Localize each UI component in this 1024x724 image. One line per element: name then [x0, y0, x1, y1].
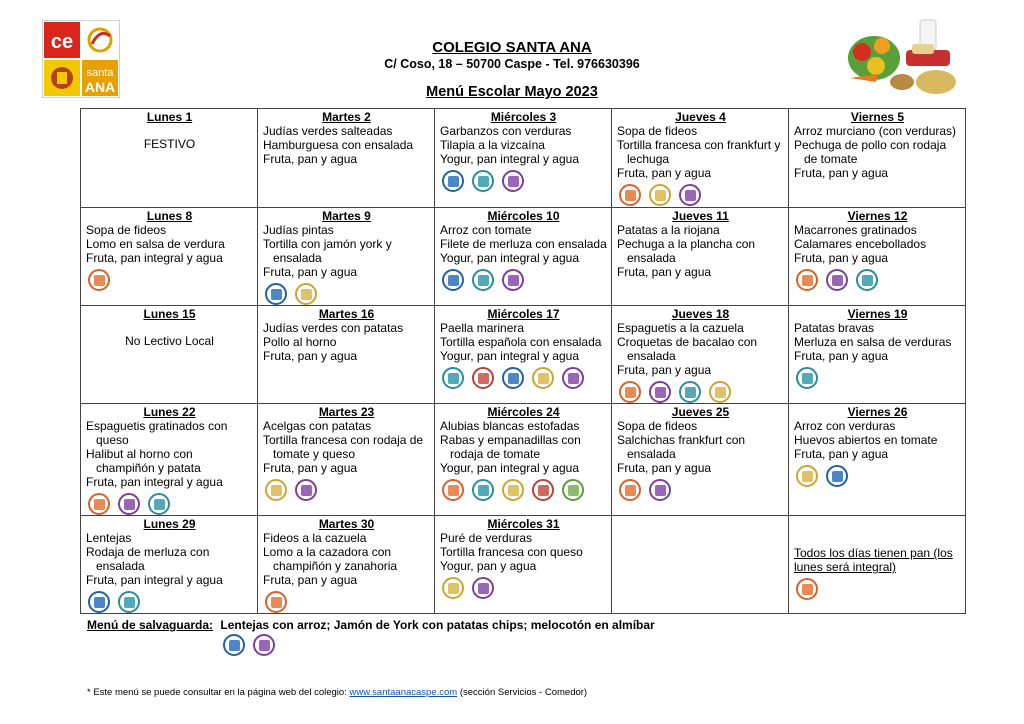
- allergen-icons: [440, 269, 607, 291]
- day-cell: [612, 404, 789, 516]
- dish-line: Lentejas: [86, 531, 132, 545]
- teal-allergen-icon: [856, 269, 878, 291]
- orange-allergen-icon: [619, 381, 641, 403]
- menu-title: Menú Escolar Mayo 2023: [426, 84, 598, 100]
- dish-line: Fruta, pan y agua: [794, 447, 889, 461]
- teal-allergen-icon: [796, 367, 818, 389]
- dish-line: Fruta, pan y agua: [794, 251, 889, 265]
- dish-line: Fruta, pan integral y agua: [86, 475, 223, 489]
- week-row: [81, 516, 966, 614]
- orange-allergen-icon: [265, 591, 287, 613]
- dish-line: Yogur, pan y agua: [440, 559, 537, 573]
- dish-line: Sopa de fideos: [86, 223, 167, 237]
- dish-line: Paella marinera: [440, 321, 525, 335]
- day-cell: [612, 109, 789, 208]
- allergen-icons: [794, 367, 961, 389]
- allergen-icons: [440, 577, 607, 599]
- day-heading: Lunes 8: [146, 209, 193, 223]
- day-heading: Miércoles 31: [487, 517, 560, 531]
- dish-line: Tortilla francesa con rodaja de tomate y queso: [263, 433, 424, 461]
- day-heading: Lunes 22: [143, 405, 196, 419]
- dish-line: Fruta, pan y agua: [617, 363, 712, 377]
- day-heading: Martes 30: [318, 517, 375, 531]
- orange-allergen-icon: [619, 184, 641, 206]
- dish-line: Fruta, pan y agua: [263, 152, 358, 166]
- purple-allergen-icon: [649, 381, 671, 403]
- safeguard-icons: [223, 634, 275, 656]
- dish-line: Judías verdes salteadas: [263, 124, 393, 138]
- day-cell: [789, 404, 966, 516]
- dish-line: Fruta, pan y agua: [617, 265, 712, 279]
- blue-allergen-icon: [223, 634, 245, 656]
- allergen-icons: [617, 184, 784, 206]
- orange-allergen-icon: [796, 269, 818, 291]
- yellow-allergen-icon: [532, 367, 554, 389]
- day-heading: Miércoles 10: [487, 209, 560, 223]
- allergen-icons: [794, 578, 961, 600]
- yellow-allergen-icon: [502, 479, 524, 501]
- dish-line: Hamburguesa con ensalada: [263, 138, 414, 152]
- day-cell: [258, 306, 435, 404]
- green-allergen-icon: [562, 479, 584, 501]
- dish-line: Acelgas con patatas: [263, 419, 372, 433]
- yellow-allergen-icon: [709, 381, 731, 403]
- safeguard-menu: [87, 618, 655, 632]
- day-heading: Jueves 4: [675, 110, 726, 124]
- dish-line: Tortilla española con ensalada: [440, 335, 602, 349]
- dish-line: Yogur, pan integral y agua: [440, 152, 580, 166]
- day-heading: Miércoles 17: [487, 307, 560, 321]
- allergen-icons: [86, 269, 253, 291]
- red-allergen-icon: [472, 367, 494, 389]
- day-cell: [435, 306, 612, 404]
- allergen-icons: [263, 479, 430, 501]
- day-heading: Lunes 15: [143, 307, 196, 321]
- day-heading: Lunes 1: [146, 110, 193, 124]
- school-name: COLEGIO SANTA ANA: [432, 39, 592, 56]
- day-heading: Martes 2: [322, 110, 371, 124]
- dish-line: Fruta, pan y agua: [617, 166, 712, 180]
- purple-allergen-icon: [295, 479, 317, 501]
- red-allergen-icon: [532, 479, 554, 501]
- day-cell: [258, 208, 435, 306]
- day-heading: Viernes 19: [847, 307, 908, 321]
- yellow-allergen-icon: [649, 184, 671, 206]
- blue-allergen-icon: [502, 367, 524, 389]
- day-cell: [789, 208, 966, 306]
- week-row: [81, 404, 966, 516]
- blue-allergen-icon: [826, 465, 848, 487]
- day-heading: Viernes 5: [850, 110, 905, 124]
- dish-line: Fruta, pan y agua: [263, 461, 358, 475]
- dish-line: Puré de verduras: [440, 531, 533, 545]
- yellow-allergen-icon: [442, 577, 464, 599]
- dish-line: Garbanzos con verduras: [440, 124, 572, 138]
- day-cell: [435, 516, 612, 614]
- day-cell: [258, 404, 435, 516]
- teal-allergen-icon: [679, 381, 701, 403]
- yellow-allergen-icon: [796, 465, 818, 487]
- dish-line: Tortilla francesa con frankfurt y lechuga: [617, 138, 781, 166]
- purple-allergen-icon: [118, 493, 140, 515]
- logo-ana-text: ANA: [84, 79, 116, 95]
- footnote: [87, 687, 587, 698]
- day-cell: [81, 404, 258, 516]
- purple-allergen-icon: [679, 184, 701, 206]
- dish-line: Filete de merluza con ensalada: [440, 237, 607, 251]
- day-cell: [612, 516, 789, 614]
- day-cell: [789, 306, 966, 404]
- day-heading: Martes 9: [322, 209, 371, 223]
- orange-allergen-icon: [619, 479, 641, 501]
- dish-line: Lomo a la cazadora con champiñón y zanahoria: [263, 545, 398, 573]
- teal-allergen-icon: [442, 367, 464, 389]
- logo-santa-text: santa: [86, 67, 114, 79]
- dish-line: Fruta, pan y agua: [263, 573, 358, 587]
- purple-allergen-icon: [502, 170, 524, 192]
- dish-line: Tortilla con jamón york y ensalada: [263, 237, 392, 265]
- day-cell: [81, 306, 258, 404]
- day-heading: Miércoles 24: [487, 405, 560, 419]
- footnote-prefix: * Este menú se puede consultar en la página web del colegio:: [87, 687, 347, 698]
- blue-allergen-icon: [442, 269, 464, 291]
- dish-line: Pechuga a la plancha con ensalada: [617, 237, 756, 265]
- safeguard-text: Lentejas con arroz; Jamón de York con patatas chips; melocotón en almíbar: [220, 618, 655, 632]
- orange-allergen-icon: [442, 479, 464, 501]
- purple-allergen-icon: [562, 367, 584, 389]
- allergen-icons: [263, 591, 430, 613]
- menu-table: [80, 108, 966, 614]
- purple-allergen-icon: [253, 634, 275, 656]
- day-heading: Jueves 18: [671, 307, 730, 321]
- orange-allergen-icon: [796, 578, 818, 600]
- dish-line: Fruta, pan y agua: [263, 349, 358, 363]
- dish-line: Sopa de fideos: [617, 124, 698, 138]
- allergen-icons: [440, 367, 607, 389]
- dish-line: Fruta, pan y agua: [263, 265, 358, 279]
- purple-allergen-icon: [649, 479, 671, 501]
- day-cell: [612, 306, 789, 404]
- dish-line: Yogur, pan integral y agua: [440, 251, 580, 265]
- teal-allergen-icon: [472, 170, 494, 192]
- blue-allergen-icon: [265, 283, 287, 305]
- website-link[interactable]: www.santaanacaspe.com: [349, 687, 458, 698]
- day-cell: [435, 404, 612, 516]
- dish-line: Alubias blancas estofadas: [440, 419, 580, 433]
- dish-line: Judías pintas: [263, 223, 334, 237]
- day-heading: Martes 16: [318, 307, 375, 321]
- blue-allergen-icon: [88, 591, 110, 613]
- allergen-icons: [86, 493, 253, 515]
- day-status: FESTIVO: [143, 137, 196, 151]
- week-row: [81, 306, 966, 404]
- day-cell: [612, 208, 789, 306]
- dish-line: Rabas y empanadillas con rodaja de tomate: [440, 433, 581, 461]
- blue-allergen-icon: [442, 170, 464, 192]
- orange-allergen-icon: [88, 269, 110, 291]
- orange-allergen-icon: [88, 493, 110, 515]
- allergen-icons: [794, 465, 961, 487]
- allergen-icons: [617, 381, 784, 403]
- dish-line: Huevos abiertos en tomate: [794, 433, 938, 447]
- dish-line: Tortilla francesa con queso: [440, 545, 583, 559]
- purple-allergen-icon: [472, 577, 494, 599]
- purple-allergen-icon: [826, 269, 848, 291]
- day-heading: Jueves 11: [672, 209, 729, 223]
- dish-line: Fruta, pan integral y agua: [86, 251, 223, 265]
- dish-line: Rodaja de merluza con ensalada: [86, 545, 210, 573]
- dish-line: Espaguetis a la cazuela: [617, 321, 744, 335]
- dish-line: Yogur, pan integral y agua: [440, 349, 580, 363]
- allergen-icons: [263, 283, 430, 305]
- dish-line: Espaguetis gratinados con queso: [86, 419, 228, 447]
- dish-line: Tilapia a la vizcaína: [440, 138, 545, 152]
- day-status: No Lectivo Local: [125, 334, 214, 348]
- dish-line: Fideos a la cazuela: [263, 531, 367, 545]
- school-address: C/ Coso, 18 – 50700 Caspe - Tel. 976630396: [384, 57, 640, 71]
- teal-allergen-icon: [472, 479, 494, 501]
- dish-line: Merluza en salsa de verduras: [794, 335, 952, 349]
- yellow-allergen-icon: [265, 479, 287, 501]
- dish-line: Arroz murciano (con verduras): [794, 124, 957, 138]
- dish-line: Halibut al horno con champiñón y patata: [86, 447, 201, 475]
- dish-line: Sopa de fideos: [617, 419, 698, 433]
- allergen-icons: [617, 479, 784, 501]
- day-cell: [81, 109, 258, 208]
- day-cell: [789, 516, 966, 614]
- dish-line: Patatas bravas: [794, 321, 875, 335]
- day-cell: [258, 109, 435, 208]
- dish-line: Croquetas de bacalao con ensalada: [617, 335, 758, 363]
- dish-line: Salchichas frankfurt con ensalada: [617, 433, 746, 461]
- dish-line: Yogur, pan integral y agua: [440, 461, 580, 475]
- allergen-icons: [440, 170, 607, 192]
- day-heading: Lunes 29: [143, 517, 196, 531]
- dish-line: Pollo al horno: [263, 335, 337, 349]
- teal-allergen-icon: [118, 591, 140, 613]
- day-heading: Viernes 12: [847, 209, 908, 223]
- day-cell: [435, 109, 612, 208]
- dish-line: Arroz con tomate: [440, 223, 532, 237]
- day-cell: [435, 208, 612, 306]
- day-heading: Miércoles 3: [490, 110, 557, 124]
- allergen-icons: [440, 479, 607, 501]
- day-cell: [258, 516, 435, 614]
- bread-note: Todos los días tienen pan (los lunes será integral): [794, 546, 953, 574]
- dish-line: Fruta, pan y agua: [794, 166, 889, 180]
- dish-line: Arroz con verduras: [794, 419, 896, 433]
- dish-line: Patatas a la riojana: [617, 223, 720, 237]
- teal-allergen-icon: [148, 493, 170, 515]
- week-row: [81, 208, 966, 306]
- allergen-icons: [794, 269, 961, 291]
- dish-line: Fruta, pan integral y agua: [86, 573, 223, 587]
- footnote-suffix: (sección Servicios - Comedor): [459, 687, 588, 698]
- dish-line: Calamares encebollados: [794, 237, 927, 251]
- teal-allergen-icon: [472, 269, 494, 291]
- purple-allergen-icon: [502, 269, 524, 291]
- day-heading: Martes 23: [318, 405, 375, 419]
- safeguard-label: Menú de salvaguarda:: [87, 618, 214, 632]
- day-cell: [81, 516, 258, 614]
- day-cell: [81, 208, 258, 306]
- dish-line: Judías verdes con patatas: [263, 321, 404, 335]
- day-heading: Jueves 25: [671, 405, 730, 419]
- allergen-icons: [86, 591, 253, 613]
- dish-line: Fruta, pan y agua: [794, 349, 889, 363]
- week-row: [81, 109, 966, 208]
- yellow-allergen-icon: [295, 283, 317, 305]
- day-cell: [789, 109, 966, 208]
- logo-ce-text: ce: [50, 31, 74, 53]
- dish-line: Pechuga de pollo con rodaja de tomate: [794, 138, 947, 166]
- dish-line: Macarrones gratinados: [794, 223, 917, 237]
- day-heading: Viernes 26: [847, 405, 908, 419]
- dish-line: Lomo en salsa de verdura: [86, 237, 225, 251]
- dish-line: Fruta, pan y agua: [617, 461, 712, 475]
